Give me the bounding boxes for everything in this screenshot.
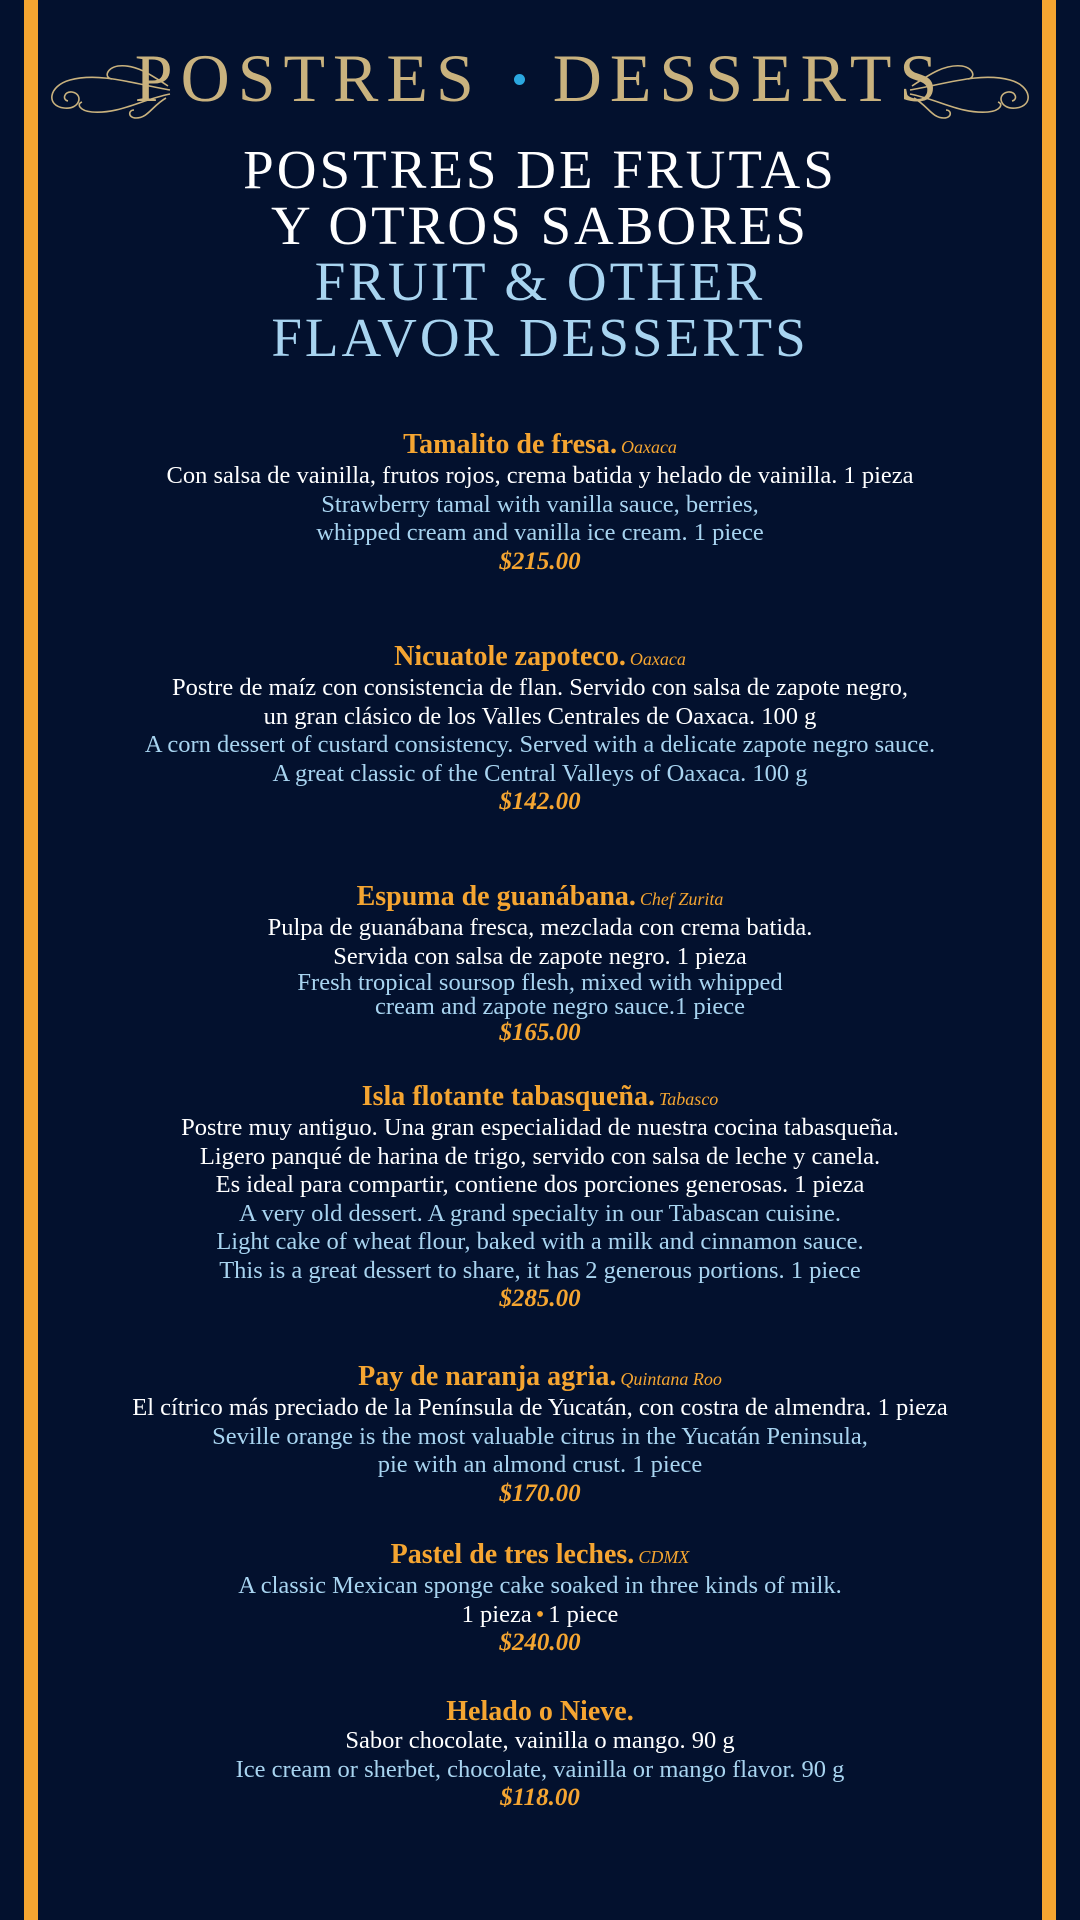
item-desc-en: A great classic of the Central Valleys of Oaxaca. 100 g: [272, 759, 808, 787]
item-price: $118.00: [500, 1784, 580, 1811]
item-name: [60, 1362, 1020, 1394]
item-desc-es: Sabor chocolate, vainilla o mango. 90 g: [345, 1727, 735, 1754]
item-portion-en: 1 piece: [548, 1600, 619, 1628]
menu-item: [60, 1697, 1020, 1812]
item-name-text: Espuma de guanábana.: [356, 881, 636, 912]
item-name: [60, 430, 1020, 462]
item-name: [60, 1540, 1020, 1572]
item-desc-en: This is a great dessert to share, it has 2 generous portions. 1 piece: [219, 1256, 861, 1284]
item-desc-es: Servida con salsa de zapote negro. 1 pieza: [333, 942, 747, 970]
title-english: DESSERTS: [552, 40, 946, 116]
item-price: $285.00: [499, 1285, 581, 1312]
item-desc-es: Es ideal para compartir, contiene dos porciones generosas. 1 pieza: [215, 1171, 865, 1198]
item-name-text: Isla flotante tabasqueña.: [361, 1081, 655, 1112]
section-title-en-line2: FLAVOR DESSERTS: [271, 307, 809, 368]
item-desc-es: Con salsa de vainilla, frutos rojos, crema batida y helado de vainilla. 1 pieza: [166, 462, 914, 489]
item-portion: [60, 1601, 1020, 1630]
item-origin: Oaxaca: [629, 649, 686, 669]
item-price: $215.00: [499, 547, 581, 575]
section-title-en-line1: FRUIT & OTHER: [314, 251, 766, 312]
item-name: [60, 1082, 1020, 1114]
item-origin: Oaxaca: [620, 437, 677, 457]
page-title: [0, 38, 1080, 118]
item-desc-es: Ligero panqué de harina de trigo, servido con salsa de leche y canela.: [199, 1142, 881, 1170]
item-name-text: Pay de naranja agria.: [358, 1361, 617, 1392]
item-price: $165.00: [499, 1019, 581, 1046]
item-desc-en: Fresh tropical soursop flesh, mixed with whipped: [297, 969, 783, 996]
item-price: $240.00: [499, 1629, 581, 1656]
item-name-text: Helado o Nieve.: [446, 1696, 634, 1727]
item-name: [60, 882, 1020, 914]
item-origin: Quintana Roo: [620, 1369, 722, 1389]
section-title: [0, 139, 1080, 368]
item-desc-es: Postre muy antiguo. Una gran especialidad de nuestra cocina tabasqueña.: [181, 1114, 899, 1141]
item-desc-en: A classic Mexican sponge cake soaked in three kinds of milk.: [238, 1572, 842, 1599]
menu-item: [60, 1540, 1020, 1657]
item-desc-en: A very old dessert. A grand specialty in our Tabascan cuisine.: [238, 1199, 842, 1227]
item-price: $142.00: [499, 788, 581, 815]
item-desc-es: un gran clásico de los Valles Centrales de Oaxaca. 100 g: [263, 702, 817, 730]
item-name: [60, 1697, 1020, 1727]
item-desc-es: Pulpa de guanábana fresca, mezclada con crema batida.: [267, 914, 813, 941]
item-origin: Tabasco: [658, 1089, 719, 1109]
item-desc-en: Light cake of wheat flour, baked with a milk and cinnamon sauce.: [216, 1228, 864, 1255]
menu-item: [60, 882, 1020, 1047]
item-desc-en: A corn dessert of custard consistency. Served with a delicate zapote negro sauce.: [144, 731, 936, 758]
menu-item: [60, 430, 1020, 576]
item-desc-en: pie with an almond crust. 1 piece: [377, 1451, 703, 1478]
item-name-text: Nicuatole zapoteco.: [394, 641, 626, 672]
title-separator-dot: [514, 74, 525, 85]
item-desc-es: Postre de maíz con consistencia de flan. Servido con salsa de zapote negro,: [171, 674, 909, 701]
portion-separator-dot: •: [535, 1600, 545, 1628]
menu-item: [60, 1082, 1020, 1313]
menu-item: [60, 1362, 1020, 1508]
item-desc-en: Seville orange is the most valuable citrus in the Yucatán Peninsula,: [212, 1422, 868, 1450]
item-origin: Chef Zurita: [639, 889, 724, 909]
item-desc-en: Strawberry tamal with vanilla sauce, berries,: [321, 490, 759, 518]
item-name: [60, 642, 1020, 674]
item-desc-en: whipped cream and vanilla ice cream. 1 piece: [316, 519, 764, 546]
item-name-text: Tamalito de fresa.: [403, 429, 617, 460]
item-origin: CDMX: [638, 1547, 690, 1567]
item-portion-es: 1 pieza: [461, 1600, 532, 1628]
section-title-es-line2: Y OTROS SABORES: [270, 195, 810, 256]
menu-header: [0, 32, 1080, 122]
section-title-es-line1: POSTRES DE FRUTAS: [243, 139, 837, 200]
item-price: $170.00: [499, 1479, 581, 1507]
item-desc-en: Ice cream or sherbet, chocolate, vainilla or mango flavor. 90 g: [235, 1755, 845, 1783]
item-name-text: Pastel de tres leches.: [390, 1539, 635, 1570]
title-spanish: POSTRES: [134, 40, 482, 116]
item-desc-en: cream and zapote negro sauce.1 piece: [374, 993, 745, 1020]
item-desc-es: El cítrico más preciado de la Península de Yucatán, con costra de almendra. 1 pieza: [132, 1394, 948, 1421]
menu-item: [60, 642, 1020, 816]
